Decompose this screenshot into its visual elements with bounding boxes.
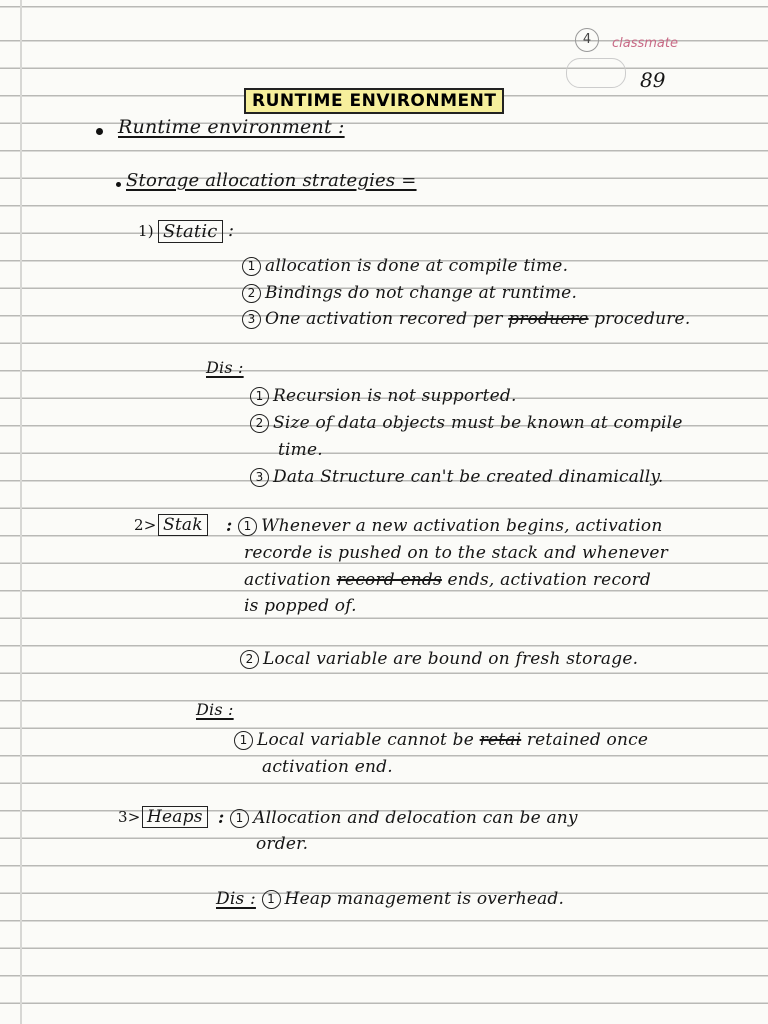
- bullet-icon: [116, 182, 121, 187]
- stack-point-1-line-1: : 1 Whenever a new activation begins, activation: [226, 516, 663, 536]
- brand-logo-text: classmate: [612, 36, 678, 51]
- stack-dis-label: Dis :: [196, 700, 234, 719]
- stack-label: Stak: [158, 514, 208, 536]
- static-point-1: 1 allocation is done at compile time.: [242, 256, 568, 276]
- circled-number: 2: [250, 414, 269, 433]
- circled-page-marker: 4: [575, 28, 599, 52]
- stack-dis-1-line-2: activation end.: [262, 757, 393, 777]
- stack-point-2: 2 Local variable are bound on fresh storage.: [240, 649, 638, 669]
- static-dis-1: 1 Recursion is not supported.: [250, 386, 517, 406]
- page-title: RUNTIME ENVIRONMENT: [244, 88, 504, 114]
- subheading: Storage allocation strategies =: [126, 170, 417, 191]
- circled-number: 1: [230, 809, 249, 828]
- static-point-3: 3 One activation recored per producre procedure.: [242, 309, 690, 329]
- circled-number: 2: [240, 650, 259, 669]
- static-colon: :: [228, 220, 235, 241]
- stack-marker: 2>: [134, 516, 157, 534]
- struck-text: record ends: [336, 570, 442, 590]
- margin-line: [20, 0, 22, 1024]
- stack-dis-1-line-1: 1 Local variable cannot be retai retained once: [234, 730, 648, 750]
- heaps-point-1-line-2: order.: [256, 834, 309, 854]
- static-dis-2: 2 Size of data objects must be known at compile: [250, 413, 683, 433]
- static-marker: 1): [138, 222, 154, 240]
- page-number: 89: [640, 68, 666, 92]
- heaps-label: Heaps: [142, 806, 208, 828]
- heaps-dis: Dis : 1 Heap management is overhead.: [216, 889, 565, 909]
- circled-number: 3: [250, 468, 269, 487]
- struck-text: producre: [508, 309, 589, 329]
- date-stamp: [566, 58, 626, 88]
- struck-text: retai: [479, 730, 522, 750]
- heaps-marker: 3>: [118, 808, 141, 826]
- circled-number: 1: [234, 731, 253, 750]
- static-label: Static: [158, 220, 223, 243]
- stack-point-1-line-3: activation record ends ends, activation record: [244, 570, 652, 590]
- static-dis-3: 3 Data Structure can't be created dinamically.: [250, 467, 664, 487]
- static-dis-label: Dis :: [206, 358, 244, 377]
- section-heading: Runtime environment :: [118, 116, 345, 138]
- circled-number: 1: [250, 387, 269, 406]
- heaps-point-1-line-1: : 1 Allocation and delocation can be any: [218, 808, 578, 828]
- stack-point-1-line-2: recorde is pushed on to the stack and whenever: [244, 543, 668, 563]
- static-point-2: 2 Bindings do not change at runtime.: [242, 283, 577, 303]
- circled-number: 3: [242, 310, 261, 329]
- static-dis-2-cont: time.: [278, 440, 323, 460]
- heaps-dis-label: Dis :: [216, 889, 256, 909]
- circled-number: 1: [238, 517, 257, 536]
- circled-number: 2: [242, 284, 261, 303]
- stack-point-1-line-4: is popped of.: [244, 596, 357, 616]
- circled-number: 1: [242, 257, 261, 276]
- bullet-icon: [96, 128, 103, 135]
- circled-number: 1: [262, 890, 281, 909]
